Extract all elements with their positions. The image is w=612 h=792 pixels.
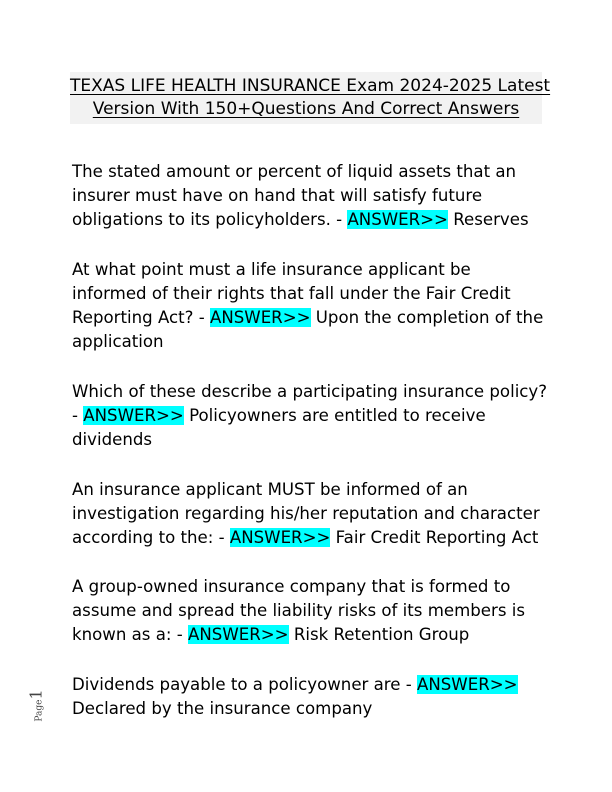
qa-text-line: A group-owned insurance company that is formed to [72,577,511,596]
question-text: according to the: - [72,528,230,547]
answer-text: Policyowners are entitled to receive [183,406,486,425]
title-line-1: TEXAS LIFE HEALTH INSURANCE Exam 2024-2025 Latest [70,76,551,96]
qa-item-fcra-timing [72,258,548,354]
document-title [70,72,551,124]
qa-text-line: application [72,332,164,351]
page-number: 1 [26,689,46,700]
question-text: - [72,406,84,425]
qa-text-line [72,623,548,647]
answer-marker: ANSWER>> [417,675,518,694]
qa-text-line [72,208,548,232]
answer-marker: ANSWER>> [229,528,331,547]
page-number-label [28,688,48,728]
answer-marker: ANSWER>> [83,406,184,425]
qa-text-line: assume and spread the liability risks of its members is [72,601,525,620]
question-text: Dividends payable to a policyowner are - [72,675,417,694]
question-text: known as a: - [72,625,189,644]
qa-text-line [72,404,548,428]
qa-text-line: At what point must a life insurance applicant be [72,260,471,279]
question-text: obligations to its policyholders. - [72,210,348,229]
qa-text-line: Which of these describe a participating insurance policy? [72,382,548,401]
qa-item-risk-retention [72,575,548,647]
page-word: Page [34,699,45,722]
answer-text: Reserves [447,210,529,229]
qa-text-line: investigation regarding his/her reputation and character [72,504,540,523]
answer-marker: ANSWER>> [188,625,289,644]
qa-item-investigation [72,478,548,550]
qa-text-line [72,673,548,697]
answer-text: Fair Credit Reporting Act [330,528,539,547]
answer-text: Upon the completion of the [310,308,544,327]
qa-item-reserves [72,160,548,232]
qa-text-line: insurer must have on hand that will satisfy future [72,186,483,205]
qa-item-participating-policy [72,380,548,452]
qa-item-dividends [72,673,548,721]
qa-text-line [72,526,548,550]
question-text: Reporting Act? - [72,308,210,327]
answer-marker: ANSWER>> [209,308,311,327]
answer-text: Declared by the insurance company [72,699,373,718]
title-line-2: Version With 150+Questions And Correct Answers [92,99,520,119]
qa-text-line: An insurance applicant MUST be informed of an [72,480,468,499]
answer-text: Risk Retention Group [288,625,470,644]
qa-text-line [72,306,548,330]
qa-text-line: The stated amount or percent of liquid assets that an [72,162,517,181]
qa-text-line: dividends [72,430,153,449]
answer-marker: ANSWER>> [347,210,448,229]
qa-text-line: informed of their rights that fall under the Fair Credit [72,284,511,303]
